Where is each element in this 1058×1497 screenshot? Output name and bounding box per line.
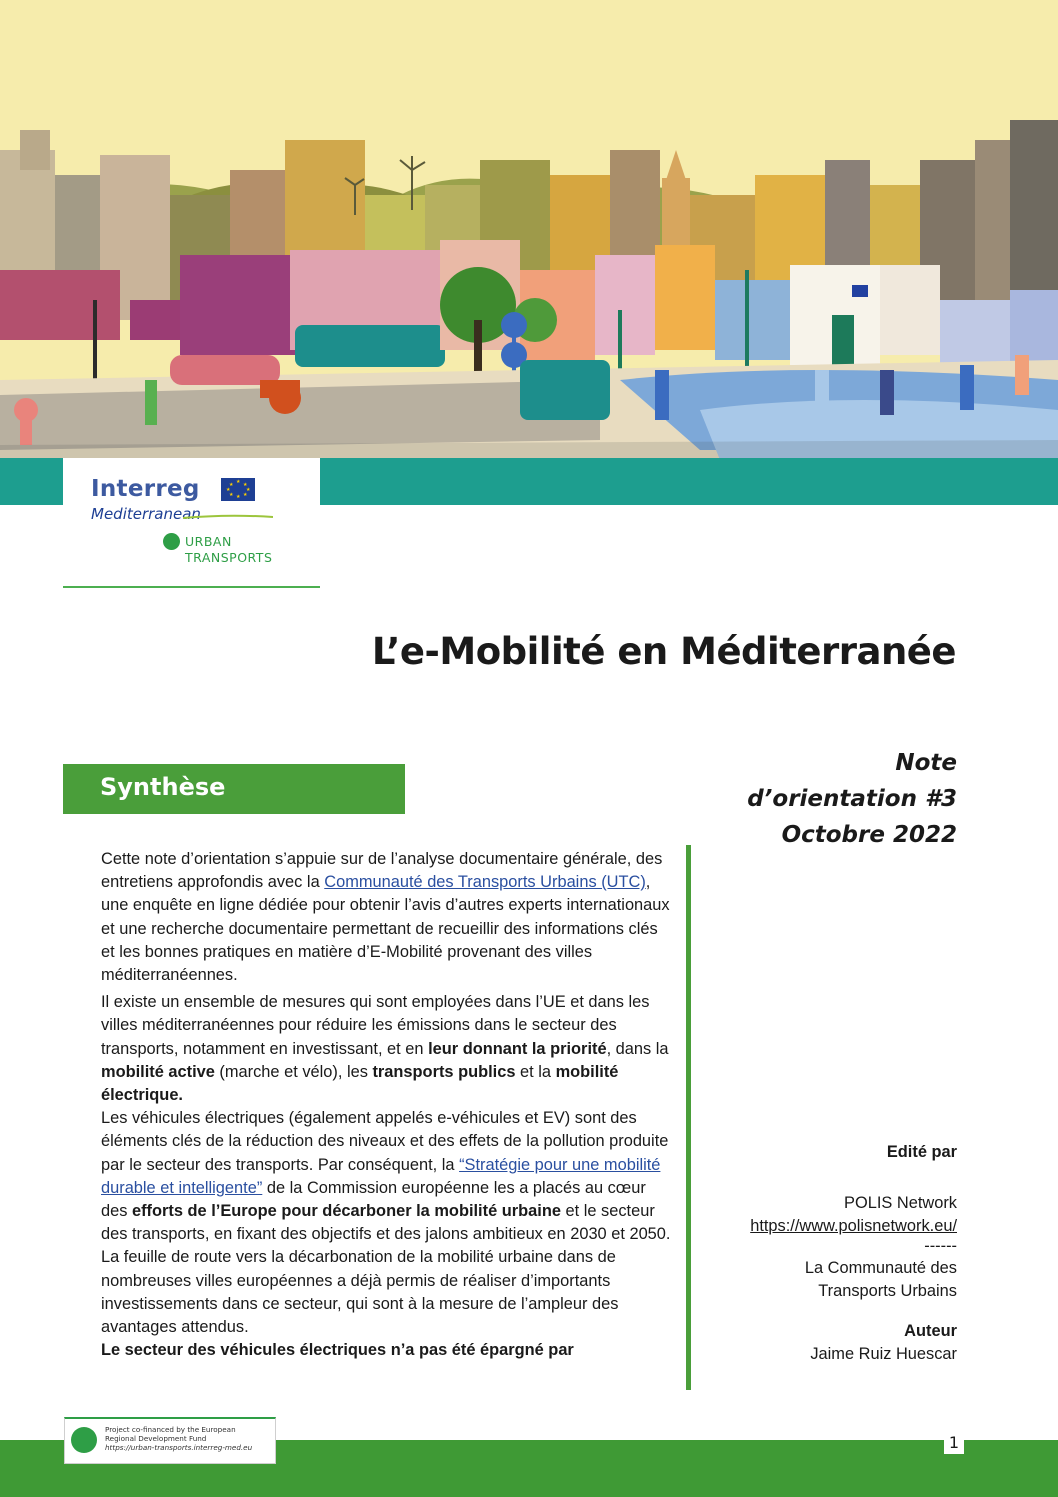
page-number: 1 — [944, 1432, 964, 1454]
divider-line — [686, 845, 691, 1390]
utc-link[interactable]: Communauté des Transports Urbains (UTC) — [324, 873, 646, 892]
edited-by-label: Edité par — [886, 1143, 957, 1161]
publisher-name: POLIS Network — [844, 1193, 957, 1212]
strategy-link[interactable]: “Stratégie pour une mobilité durable et intelligente” — [101, 1155, 661, 1197]
mediterranean-logo-text: Mediterranean — [91, 505, 201, 523]
publication-info — [750, 1141, 957, 1367]
separator-text: ------ — [924, 1236, 957, 1255]
project-logo — [63, 458, 320, 588]
urban-transports-logo-text: URBAN TRANSPORTS — [185, 534, 273, 565]
interreg-logo-text: Interreg — [91, 476, 200, 502]
author-name: Jaime Ruiz Huescar — [810, 1345, 957, 1363]
synthese-heading-box — [63, 764, 405, 814]
page-title: L’e-Mobilité en Méditerranée — [371, 630, 956, 673]
author-label: Auteur — [904, 1321, 957, 1340]
note-label: Note d’orientation #3 Octobre 2022 — [747, 750, 957, 848]
co-publisher-name: La Communauté des Transports Urbains — [804, 1258, 957, 1300]
hero-illustration — [0, 0, 1058, 505]
synthese-body — [101, 848, 671, 1362]
eu-flag-icon: ★ ★ ★ ★ ★ ★ ★ ★ — [221, 478, 255, 501]
polis-link[interactable]: https://www.polisnetwork.eu/ — [750, 1217, 957, 1235]
paragraph: Les véhicules électriques (également appelés e-véhicules et EV) sont des éléments clés de la réduction des niveaux et des effets de la pollution produite par le secteur des transports. Par conséquent, la “Stratégie pour une mobilité durable et intelligente” de la Commission européenne les a placés au cœur des efforts de l’Europe pour décarboner la mobilité urbaine et le secteur des transports, en fixant des objectifs et des jalons ambitieux en 2030 et 2050. La feuille de route vers la décarbonation de la mobilité urbaine dans de nombreuses villes européennes a déjà permis de réaliser d’importants investissements dans ce secteur, qui sont à la mesure de l’ampleur des avantages attendus. — [101, 1109, 671, 1337]
project-url[interactable]: https://urban-transports.interreg-med.eu — [105, 1443, 253, 1452]
bus-logo-icon — [71, 1427, 97, 1453]
paragraph: Le secteur des véhicules électriques n’a pas été épargné par — [101, 1341, 574, 1360]
swoosh-icon — [183, 514, 273, 520]
synthese-heading: Synthèse — [100, 773, 226, 801]
bus-logo-icon — [163, 533, 180, 550]
paragraph: Cette note d’orientation s’appuie sur de l’analyse documentaire générale, des entretiens approfondis avec la Communauté des Transports Urbains (UTC), une enquête en ligne dédiée pour obtenir l’avis d’autres experts internationaux et une recherche documentaire permettant de recueillir des informations clés et les bonnes pratiques en matière d’E-Mobilité provenant des villes méditerranéennes. — [101, 850, 670, 985]
cofinance-logo: Project co-financed by the European Regional Development Fund https://urban-transports.interreg-med.eu — [64, 1417, 276, 1464]
paragraph: Il existe un ensemble de mesures qui sont employées dans l’UE et dans les villes méditerranéennes pour réduire les émissions dans le secteur des transports, notamment en investissant, et en leur donnant la priorité, dans la mobilité active (marche et vélo), les transports publics et la mobilité électrique. — [101, 993, 669, 1105]
